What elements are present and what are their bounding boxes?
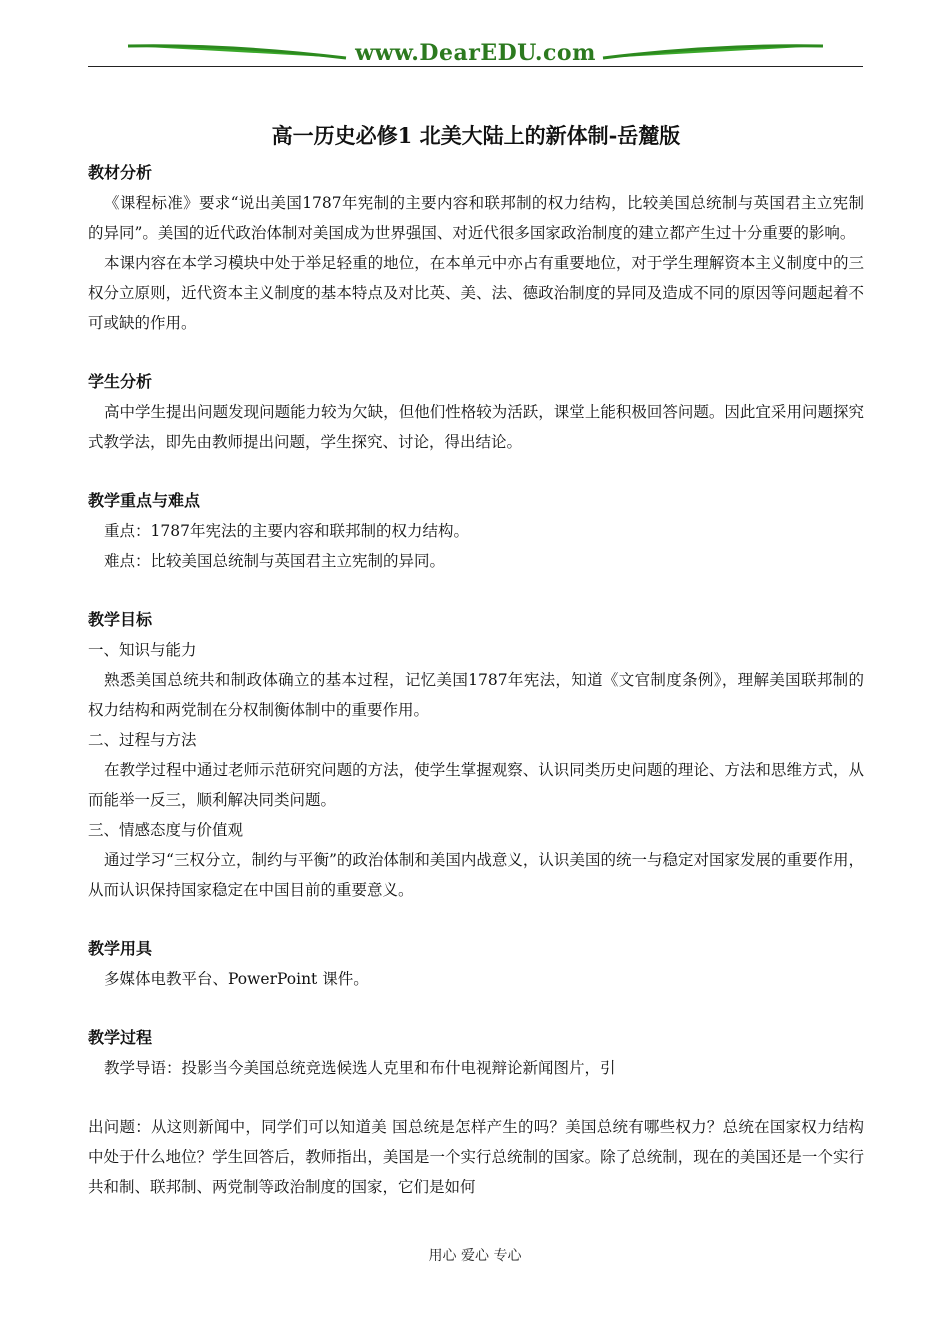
paragraph: 熟悉美国总统共和制政体确立的基本过程，记忆美国1787年宪法，知道《文官制度条例》，理解美国联邦制的权力结构和两党制在分权制衡体制中的重要作用。 [88, 671, 864, 719]
section-heading: 教材分析 [88, 163, 153, 182]
header-rule [88, 66, 863, 67]
paragraph: 教学导语：投影当今美国总统竞选候选人克里和布什电视辩论新闻图片，引 [104, 1059, 616, 1077]
paragraph: 重点：1787年宪法的主要内容和联邦制的权力结构。 [104, 522, 469, 540]
document-body [88, 120, 864, 1202]
section-heading: 学生分析 [88, 372, 153, 391]
paragraph: 出问题：从这则新闻中，同学们可以知道美 国总统是怎样产生的吗？美国总统有哪些权力？总统在国家权力结构中处于什么地位？学生回答后，教师指出，美国是一个实行总统制的国家。除了总统制，现在的美国还是一个实行共和制、联邦制、两党制等政治制度的国家，它们是如何 [88, 1118, 864, 1196]
paragraph: 多媒体电教平台、PowerPoint 课件。 [104, 970, 369, 988]
page-footer: 用心 爱心 专心 [428, 1248, 522, 1264]
section-heading: 教学用具 [88, 939, 153, 958]
paragraph: 难点：比较美国总统制与英国君主立宪制的异同。 [104, 552, 446, 570]
subheading: 三、情感态度与价值观 [88, 821, 244, 839]
paragraph: 《课程标准》要求“说出美国1787年宪制的主要内容和联邦制的权力结构，比较美国总统制与英国君主立宪制的异同”。美国的近代政治体制对美国成为世界强国、对近代很多国家政治制度的建立都产生过十分重要的影响。 [88, 194, 864, 242]
subheading: 二、过程与方法 [88, 731, 197, 749]
paragraph: 通过学习“三权分立，制约与平衡”的政治体制和美国内战意义，认识美国的统一与稳定对国家发展的重要作用，从而认识保持国家稳定在中国目前的重要意义。 [88, 851, 864, 899]
section-heading: 教学目标 [88, 610, 153, 629]
site-logo-text: www.DearEDU.com [355, 40, 596, 66]
paragraph: 本课内容在本学习模块中处于举足轻重的地位，在本单元中亦占有重要地位，对于学生理解资本主义制度中的三权分立原则，近代资本主义制度的基本特点及对比英、美、法、德政治制度的异同及造成不同的原因等问题起着不可或缺的作用。 [88, 254, 864, 332]
section-heading: 教学重点与难点 [88, 491, 201, 510]
paragraph: 在教学过程中通过老师示范研究问题的方法，使学生掌握观察、认识同类历史问题的理论、方法和思维方式，从而能举一反三，顺利解决同类问题。 [88, 761, 864, 809]
site-header [88, 38, 863, 68]
subheading: 一、知识与能力 [88, 641, 197, 659]
paragraph: 高中学生提出问题发现问题能力较为欠缺，但他们性格较为活跃，课堂上能积极回答问题。因此宜采用问题探究式教学法，即先由教师提出问题，学生探究、讨论，得出结论。 [88, 403, 864, 451]
document-title: 高一历史必修1 北美大陆上的新体制-岳麓版 [271, 123, 681, 148]
section-heading: 教学过程 [88, 1028, 153, 1047]
